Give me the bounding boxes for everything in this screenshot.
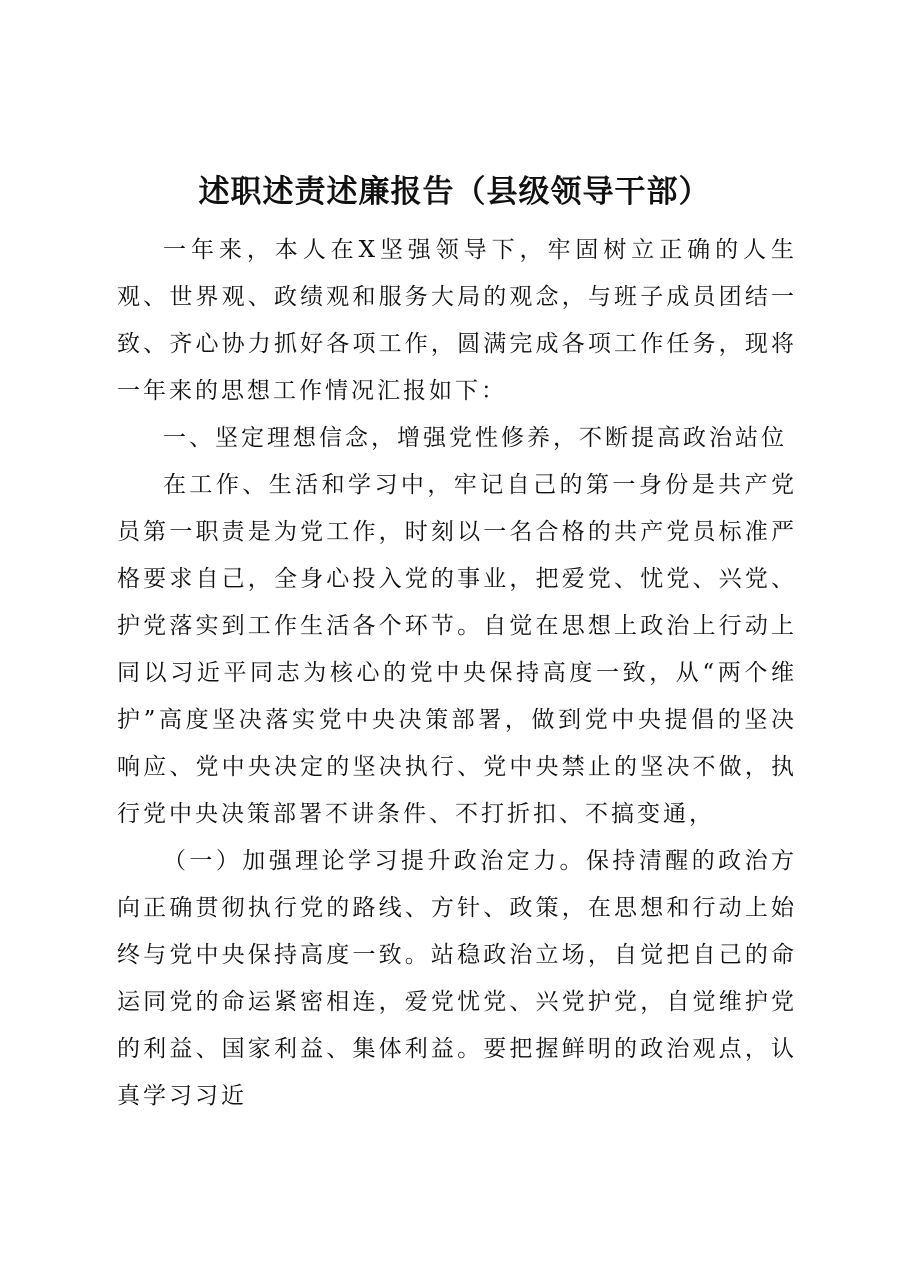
section-heading-1: 一、坚定理想信念，增强党性修养，不断提高政治站位 [163,425,787,451]
paragraph-intro: 一年来，本人在X坚强领导下，牢固树立正确的人生观、世界观、政绩观和服务大局的观念，与班子成员团结一致、齐心协力抓好各项工作，圆满完成各项工作任务，现将一年来的思想工作情况汇报如下： [117,237,797,404]
paragraph-section-1: 在工作、生活和学习中，牢记自己的第一身份是共产党员第一职责是为党工作，时刻以一名合格的共产党员标准严格要求自己，全身心投入党的事业，把爱党、忧党、兴党、护党落实到工作生活各个环节。自觉在思想上政治上行动上同以习近平同志为核心的党中央保持高度一致，从“两个维护”高度坚决落实党中央决策部署，做到党中央提倡的坚决响应、党中央决定的坚决执行、党中央禁止的坚决不做，执行党中央决策部署不讲条件、不打折扣、不搞变通， [117,472,797,827]
paragraph-subsection-1: （一）加强理论学习提升政治定力。保持清醒的政治方向正确贯彻执行党的路线、方针、政策，在思想和行动上始终与党中央保持高度一致。站稳政治立场，自觉把自己的命运同党的命运紧密相连，爱党忧党、兴党护党，自觉维护党的利益、国家利益、集体利益。要把握鲜明的政治观点，认真学习习近 [117,848,797,1109]
document-body [117,227,797,1120]
document-title: 述职述责述廉报告（县级领导干部） [198,174,711,210]
